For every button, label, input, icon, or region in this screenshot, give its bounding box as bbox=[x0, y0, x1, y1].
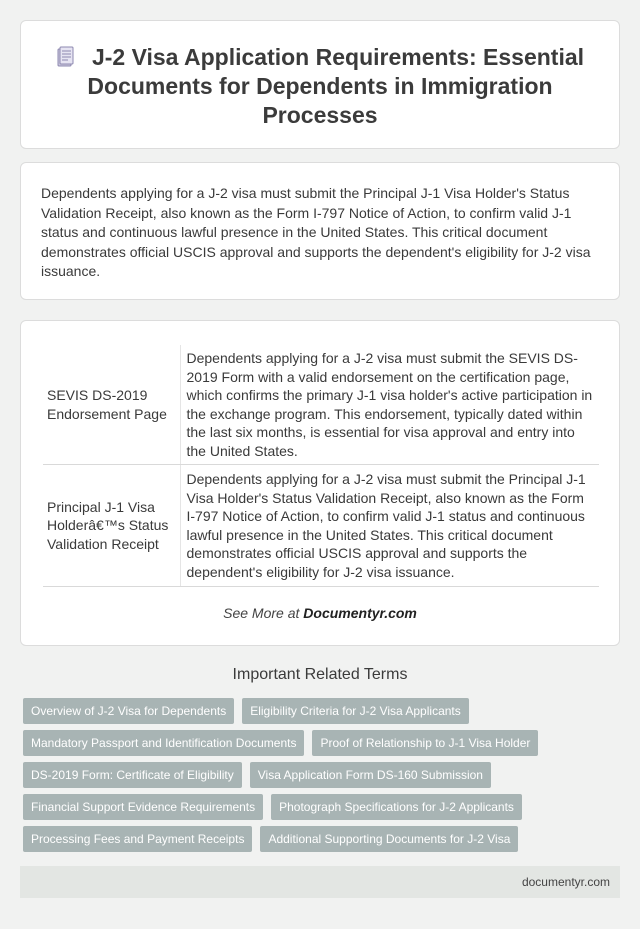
tag-row bbox=[23, 794, 623, 820]
related-tag[interactable]: Visa Application Form DS-160 Submission bbox=[250, 762, 491, 788]
related-tag[interactable]: Proof of Relationship to J-1 Visa Holder bbox=[312, 730, 538, 756]
related-tag[interactable]: Eligibility Criteria for J-2 Visa Applicants bbox=[242, 698, 469, 724]
table-row bbox=[43, 345, 599, 465]
term-cell: Principal J-1 Visa Holderâ€™s Status Validation Receipt bbox=[43, 465, 180, 587]
page-title-text: J-2 Visa Application Requirements: Essential Documents for Dependents in Immigration Processes bbox=[87, 44, 585, 128]
related-tags bbox=[23, 698, 623, 858]
related-tag[interactable]: DS-2019 Form: Certificate of Eligibility bbox=[23, 762, 242, 788]
see-more-prefix: See More at bbox=[223, 605, 304, 621]
table-row bbox=[43, 465, 599, 587]
tag-row bbox=[23, 698, 623, 724]
requirements-card bbox=[20, 320, 620, 646]
related-tag[interactable]: Additional Supporting Documents for J-2 Visa bbox=[260, 826, 518, 852]
term-cell: SEVIS DS-2019 Endorsement Page bbox=[43, 345, 180, 465]
tag-row bbox=[23, 762, 623, 788]
page-title bbox=[51, 43, 589, 130]
title-card bbox=[20, 20, 620, 149]
definition-cell: Dependents applying for a J-2 visa must submit the SEVIS DS-2019 Form with a valid endorsement on the certification page, which confirms the primary J-1 visa holder's active participation in the exchange program. This endorsement, typically dated within the last six months, is essential for visa approval and entry into the United States. bbox=[180, 345, 599, 465]
footer bbox=[20, 866, 620, 898]
summary-text: Dependents applying for a J-2 visa must submit the Principal J-1 Visa Holder's Status Validation Receipt, also known as the Form I-797 Notice of Action, to confirm valid J-1 status and continuous lawful presence in the United States. This critical document demonstrates official USCIS approval and supports the dependent's eligibility for J-2 visa issuance. bbox=[41, 185, 591, 279]
footer-site-link[interactable]: documentyr.com bbox=[521, 875, 610, 889]
see-more-site[interactable]: Documentyr.com bbox=[303, 605, 417, 621]
requirements-table bbox=[43, 345, 599, 587]
related-terms-title: Important Related Terms bbox=[232, 666, 408, 683]
definition-cell: Dependents applying for a J-2 visa must submit the Principal J-1 Visa Holder's Status Validation Receipt, also known as the Form I-797 Notice of Action, to confirm valid J-1 status and continuous lawful presence in the United States. This critical document demonstrates official USCIS approval and supports the dependent's eligibility for J-2 visa issuance. bbox=[180, 465, 599, 587]
see-more-link[interactable] bbox=[21, 605, 619, 621]
related-tag[interactable]: Photograph Specifications for J-2 Applicants bbox=[271, 794, 522, 820]
summary-card bbox=[20, 162, 620, 300]
document-icon bbox=[56, 46, 74, 68]
related-tag[interactable]: Overview of J-2 Visa for Dependents bbox=[23, 698, 234, 724]
related-tag[interactable]: Mandatory Passport and Identification Documents bbox=[23, 730, 304, 756]
related-tag[interactable]: Processing Fees and Payment Receipts bbox=[23, 826, 252, 852]
related-tag[interactable]: Financial Support Evidence Requirements bbox=[23, 794, 263, 820]
tag-row bbox=[23, 826, 623, 852]
tag-row bbox=[23, 730, 623, 756]
